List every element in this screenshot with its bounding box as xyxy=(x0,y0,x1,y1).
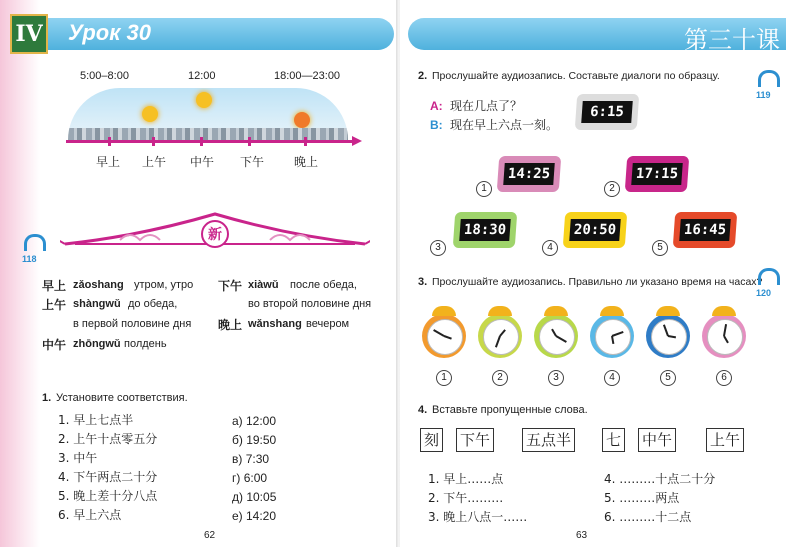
exercise-title: Прослушайте аудиозапись. Правильно ли указано время на часах? xyxy=(432,276,763,288)
exercise-number: 2. xyxy=(418,70,428,82)
item-number: 6 xyxy=(716,370,732,386)
vocab-translation: после обеда, xyxy=(290,279,357,291)
exercise-number: 3. xyxy=(418,276,428,288)
vocab-translation: утром, утро xyxy=(134,279,194,291)
item-number: 4 xyxy=(542,240,558,256)
word-box[interactable]: 五点半 xyxy=(522,428,575,452)
ex1-answer: г) 6:00 xyxy=(232,471,268,485)
chinese-lesson-title: 第三十课 xyxy=(684,26,780,54)
ex1-answer: а) 12:00 xyxy=(232,414,277,428)
word-box[interactable]: 刻 xyxy=(420,428,443,452)
vocab-pinyin: shàngwǔ xyxy=(73,298,121,310)
alarm-clock-icon xyxy=(534,314,578,358)
timeline-tick xyxy=(108,137,111,146)
clock-time: 20:50 xyxy=(569,219,621,241)
ex1-answer: д) 10:05 xyxy=(232,490,277,504)
dialog-a: 现在几点了？ xyxy=(450,99,523,113)
alarm-bell xyxy=(432,306,456,316)
ex1-item: 3. 中午 xyxy=(58,451,98,465)
sun-icon-noon xyxy=(196,92,212,108)
headphones-icon[interactable] xyxy=(758,268,780,285)
time-range-evening: 18:00—23:00 xyxy=(274,70,341,82)
clock-time: 18:30 xyxy=(459,219,511,241)
vocab-translation: полдень xyxy=(124,338,167,350)
timeline-label: 晚上 xyxy=(294,155,319,169)
timeline-label: 下午 xyxy=(240,155,265,169)
timeline-label: 早上 xyxy=(96,155,121,169)
vocab-pinyin: zǎoshang xyxy=(73,279,124,291)
exercise-title: Прослушайте аудиозапись. Составьте диалоги по образцу. xyxy=(432,70,720,82)
digital-clock-sample xyxy=(575,94,640,130)
lesson-title: Урок 30 xyxy=(68,20,151,45)
alarm-clock-icon xyxy=(422,314,466,358)
vocab-cn: 中午 xyxy=(42,338,67,352)
vocab-pinyin: wǎnshang xyxy=(248,318,302,330)
ex4-sentence: 1. 早上……点 xyxy=(428,472,504,486)
ex1-item: 2. 上午十点零五分 xyxy=(58,432,158,446)
exercise-number: 1. xyxy=(42,392,52,404)
alarm-clock-icon xyxy=(646,314,690,358)
clock-time: 16:45 xyxy=(679,219,731,241)
alarm-bell xyxy=(656,306,680,316)
vocab-pinyin: zhōngwǔ xyxy=(73,338,121,350)
item-number: 5 xyxy=(660,370,676,386)
ex1-answer: б) 19:50 xyxy=(232,433,277,447)
dialog-a-marker: A: xyxy=(430,99,443,113)
ex1-item: 1. 早上七点半 xyxy=(58,413,134,427)
ex1-item: 6. 早上六点 xyxy=(58,508,122,522)
item-number: 2 xyxy=(492,370,508,386)
audio-track-number: 120 xyxy=(756,288,772,298)
ex1-item: 5. 晚上差十分八点 xyxy=(58,489,158,503)
headphones-icon[interactable] xyxy=(758,70,780,87)
dialog-b: 现在早上六点一刻。 xyxy=(450,118,559,132)
word-box[interactable]: 中午 xyxy=(638,428,676,452)
page-number: 62 xyxy=(204,530,216,541)
vocab-cn: 上午 xyxy=(42,298,67,312)
digital-clock xyxy=(563,212,628,248)
ex4-sentence: 5. ………两点 xyxy=(604,491,680,505)
vocab-pinyin: xiàwǔ xyxy=(248,279,279,291)
time-range-noon: 12:00 xyxy=(188,70,216,82)
audio-track-number: 118 xyxy=(22,254,37,264)
timeline-tick xyxy=(304,137,307,146)
word-box[interactable]: 下午 xyxy=(456,428,494,452)
alarm-clock-icon xyxy=(702,314,746,358)
vocab-cn: 晚上 xyxy=(218,318,243,332)
timeline-tick xyxy=(152,137,155,146)
ex1-answer: в) 7:30 xyxy=(232,452,270,466)
item-number: 3 xyxy=(548,370,564,386)
alarm-clock-icon xyxy=(478,314,522,358)
page-number: 63 xyxy=(576,530,588,541)
digital-clock xyxy=(673,212,738,248)
clock-dial xyxy=(483,319,519,355)
exercise-number: 4. xyxy=(418,404,428,416)
digital-clock xyxy=(497,156,562,192)
item-number: 3 xyxy=(430,240,446,256)
alarm-bell xyxy=(712,306,736,316)
vocab-translation: вечером xyxy=(306,318,350,330)
alarm-bell xyxy=(488,306,512,316)
alarm-clock-icon xyxy=(590,314,634,358)
timeline-tick xyxy=(248,137,251,146)
ex1-item: 4. 下午两点二十分 xyxy=(58,470,158,484)
headphones-icon[interactable] xyxy=(24,234,46,251)
time-range-morning: 5:00–8:00 xyxy=(80,70,129,82)
vocab-translation: во второй половине дня xyxy=(248,298,372,310)
item-number: 5 xyxy=(652,240,668,256)
unit-numeral: IV xyxy=(10,14,48,54)
alarm-bell xyxy=(600,306,624,316)
item-number: 1 xyxy=(476,181,492,197)
dialog-b-marker: B: xyxy=(430,118,443,132)
right-page xyxy=(400,0,800,547)
ex4-sentence: 6. ………十二点 xyxy=(604,510,692,524)
digital-clock xyxy=(625,156,690,192)
alarm-bell xyxy=(544,306,568,316)
clock-time: 14:25 xyxy=(503,163,555,185)
vocab-translation: до обеда, xyxy=(128,298,178,310)
sun-icon-evening xyxy=(294,112,310,128)
new-words-gate-icon xyxy=(60,210,370,250)
clock-time: 17:15 xyxy=(631,163,683,185)
sky-illustration xyxy=(68,88,348,140)
item-number: 1 xyxy=(436,370,452,386)
ex4-sentence: 3. 晚上八点一…… xyxy=(428,510,528,524)
ex4-sentence: 4. ………十点二十分 xyxy=(604,472,716,486)
arrow-head-icon xyxy=(352,136,362,146)
clock-time: 6:15 xyxy=(581,101,633,123)
exercise-title: Вставьте пропущенные слова. xyxy=(432,404,588,416)
timeline-tick xyxy=(200,137,203,146)
ex4-sentence: 2. 下午……… xyxy=(428,491,504,505)
audio-track-number: 119 xyxy=(756,90,771,100)
digital-clock xyxy=(453,212,518,248)
timeline-label: 上午 xyxy=(142,155,167,169)
vocab-translation: в первой половине дня xyxy=(73,318,192,330)
item-number: 2 xyxy=(604,181,620,197)
vocab-cn: 早上 xyxy=(42,279,67,293)
exercise-title: Установите соответствия. xyxy=(56,392,188,404)
vocab-cn: 下午 xyxy=(218,279,243,293)
left-page xyxy=(0,0,398,547)
word-box[interactable]: 上午 xyxy=(706,428,744,452)
word-box[interactable]: 七 xyxy=(602,428,625,452)
sun-icon-morning xyxy=(142,106,158,122)
gate-char: 新 xyxy=(208,227,222,243)
timeline-label: 中午 xyxy=(190,155,215,169)
item-number: 4 xyxy=(604,370,620,386)
ex1-answer: е) 14:20 xyxy=(232,509,277,523)
